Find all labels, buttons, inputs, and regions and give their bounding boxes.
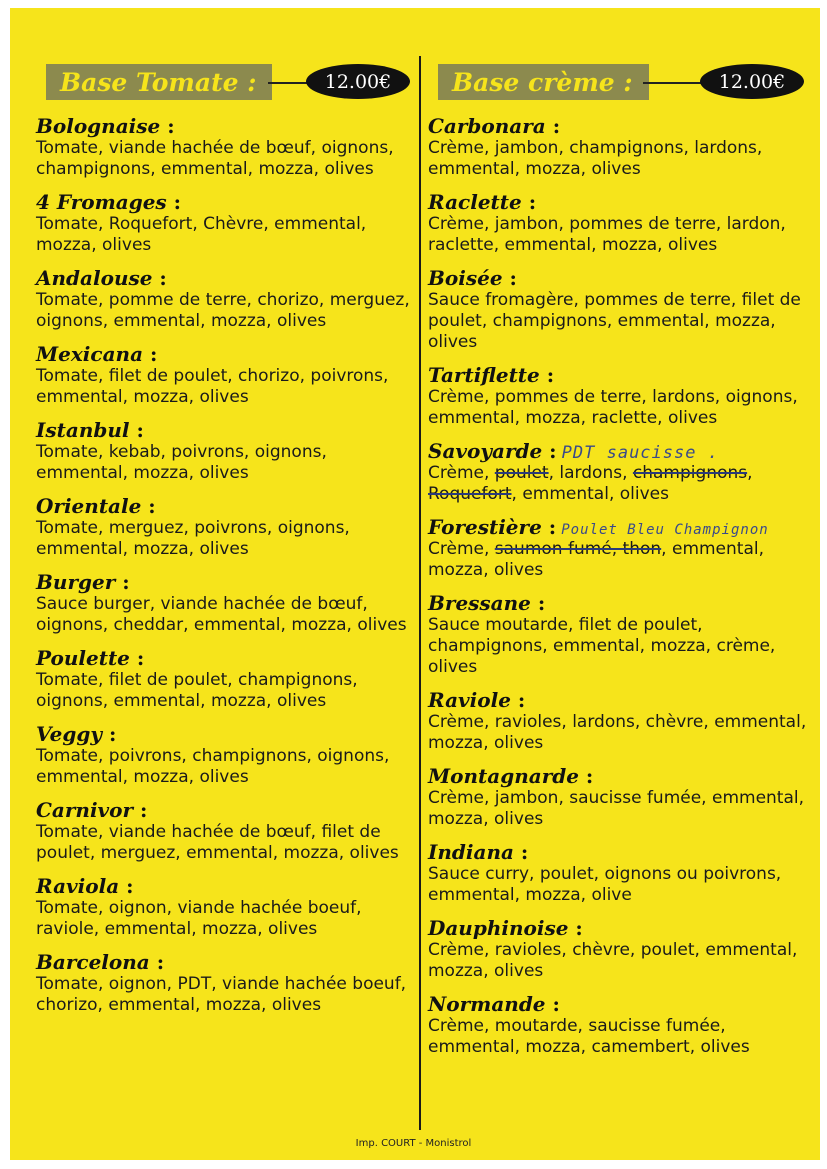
name-colon: : [541, 515, 557, 539]
pizza-name: Istanbul [36, 418, 130, 442]
pizza-ingredients: Tomate, oignon, PDT, viande hachée boeuf, chorizo, emmental, mozza, olives [36, 974, 407, 1015]
name-colon: : [141, 494, 156, 518]
menu-item [428, 190, 808, 256]
name-colon: : [545, 114, 561, 138]
pizza-name: Raclette [428, 190, 522, 214]
pizza-ingredients: Crème, ravioles, lardons, chèvre, emmental, mozza, olives [428, 712, 807, 753]
name-colon: : [542, 439, 557, 463]
pizza-ingredients: Tomate, oignon, viande hachée boeuf, raviole, emmental, mozza, olives [36, 898, 362, 939]
menu-item [36, 418, 416, 484]
pizza-name: Barcelona [36, 950, 150, 974]
menu-item-forestiere [428, 515, 808, 581]
pizza-ingredients: Tomate, filet de poulet, chorizo, poivrons, emmental, mozza, olives [36, 366, 389, 407]
pizza-name: Veggy [36, 722, 102, 746]
name-colon: : [578, 764, 594, 788]
pizza-ingredients: Tomate, Roquefort, Chèvre, emmental, mozza, olives [36, 214, 367, 255]
menu-item [36, 114, 416, 180]
base-tomate-price: 12.00€ [324, 70, 392, 93]
menu-item [36, 342, 416, 408]
menu-item [428, 840, 808, 906]
base-creme-price-badge [700, 64, 804, 99]
menu-item [36, 874, 416, 940]
struck-ingredient: saumon fumé, thon [494, 539, 662, 559]
menu-item [36, 570, 416, 636]
pizza-ingredients [428, 463, 808, 505]
base-creme-header [428, 64, 808, 104]
pizza-name: Forestière [428, 515, 542, 539]
ingredient-text: Crème, [428, 463, 495, 483]
header-rule [268, 82, 308, 84]
ingredient-text: , emmental, mozza, olives [428, 539, 765, 580]
pizza-name: Indiana [428, 840, 514, 864]
pizza-name: Poulette [36, 646, 130, 670]
menu-item [428, 114, 808, 180]
menu-sheet [10, 8, 820, 1160]
name-colon: : [129, 418, 144, 442]
name-colon: : [166, 190, 182, 214]
menu-item [428, 688, 808, 754]
ingredient-text: , [747, 463, 753, 483]
pizza-name: Raviola [36, 874, 120, 898]
name-colon: : [513, 840, 529, 864]
menu-item [428, 764, 808, 830]
pizza-ingredients: Tomate, viande hachée de bœuf, filet de poulet, merguez, emmental, mozza, olives [36, 822, 399, 863]
base-tomate-header [36, 64, 416, 104]
pizza-name: Carnivor [36, 798, 134, 822]
base-creme-title-box [438, 64, 649, 100]
pizza-ingredients: Sauce burger, viande hachée de bœuf, oignons, cheddar, emmental, mozza, olives [36, 594, 407, 635]
pizza-name: Bolognaise [36, 114, 161, 138]
pizza-ingredients: Crème, jambon, saucisse fumée, emmental, mozza, olives [428, 788, 805, 829]
struck-ingredient: Roquefort [428, 484, 512, 504]
pizza-ingredients: Crème, pommes de terre, lardons, oignons, emmental, mozza, raclette, olives [428, 387, 798, 428]
menu-item [428, 266, 808, 353]
menu-item [36, 646, 416, 712]
pizza-name: Orientale [36, 494, 142, 518]
menu-item-savoyarde [428, 439, 808, 505]
base-tomate-price-badge [306, 64, 410, 99]
menu-item [428, 992, 808, 1058]
printer-credit: Imp. COURT - Monistrol [355, 1138, 472, 1149]
pizza-name: Burger [36, 570, 116, 594]
base-creme-price: 12.00€ [718, 70, 786, 93]
pizza-name: Savoyarde [428, 439, 543, 463]
pizza-name: Normande [428, 992, 546, 1016]
pizza-ingredients: Tomate, poivrons, champignons, oignons, emmental, mozza, olives [36, 746, 390, 787]
menu-item [36, 266, 416, 332]
pizza-ingredients: Crème, moutarde, saucisse fumée, emmental, mozza, camembert, olives [428, 1016, 750, 1057]
ingredient-text: , emmental, olives [511, 484, 669, 504]
name-colon: : [133, 798, 148, 822]
name-colon: : [521, 190, 537, 214]
menu-item [36, 494, 416, 560]
name-colon: : [119, 874, 134, 898]
base-tomate-title-box [46, 64, 272, 100]
name-colon: : [115, 570, 130, 594]
name-colon: : [143, 342, 158, 366]
menu-item [36, 798, 416, 864]
base-tomate-title: Base Tomate : [60, 67, 257, 97]
pizza-ingredients: Tomate, pomme de terre, chorizo, merguez, oignons, emmental, mozza, olives [36, 290, 410, 331]
name-colon: : [149, 950, 165, 974]
pizza-ingredients: Tomate, merguez, poivrons, oignons, emmental, mozza, olives [36, 518, 350, 559]
name-colon: : [129, 646, 145, 670]
pizza-name: Dauphinoise [428, 916, 569, 940]
header-rule [643, 82, 701, 84]
pizza-ingredients: Crème, ravioles, chèvre, poulet, emmental, mozza, olives [428, 940, 798, 981]
menu-item [428, 591, 808, 678]
ingredient-text: , lardons, [548, 463, 633, 483]
pizza-name: 4 Fromages [36, 190, 167, 214]
struck-ingredient: poulet [494, 463, 549, 483]
struck-ingredient: champignons [632, 463, 748, 483]
pizza-name: Bressane [428, 591, 531, 615]
pizza-ingredients: Sauce fromagère, pommes de terre, filet de poulet, champignons, emmental, mozza, olives [428, 290, 801, 352]
name-colon: : [530, 591, 546, 615]
pizza-name: Mexicana [36, 342, 144, 366]
pizza-name: Raviole [428, 688, 511, 712]
pizza-ingredients [428, 539, 808, 581]
name-colon: : [102, 722, 117, 746]
name-colon: : [568, 916, 583, 940]
name-colon: : [545, 992, 560, 1016]
ingredient-text: Crème, [428, 539, 495, 559]
pizza-name: Andalouse [36, 266, 153, 290]
name-colon: : [510, 688, 526, 712]
menu-item [36, 722, 416, 788]
pizza-ingredients: Crème, jambon, champignons, lardons, emmental, mozza, olives [428, 138, 763, 179]
pizza-name: Boisée [428, 266, 503, 290]
pizza-ingredients: Tomate, viande hachée de bœuf, oignons, champignons, emmental, mozza, olives [36, 138, 394, 179]
menu-item [36, 950, 416, 1016]
pizza-ingredients: Sauce moutarde, filet de poulet, champignons, emmental, mozza, crème, olives [428, 615, 776, 677]
name-colon: : [152, 266, 167, 290]
pizza-name: Carbonara [428, 114, 546, 138]
pizza-ingredients: Crème, jambon, pommes de terre, lardon, raclette, emmental, mozza, olives [428, 214, 786, 255]
base-tomate-column [36, 64, 416, 1026]
handwritten-note: Poulet Bleu Champignon [561, 522, 769, 538]
menu-item [428, 916, 808, 982]
pizza-name: Montagnarde [428, 764, 579, 788]
name-colon: : [160, 114, 175, 138]
column-divider [419, 56, 421, 1130]
menu-item [428, 363, 808, 429]
pizza-ingredients: Tomate, kebab, poivrons, oignons, emmental, mozza, olives [36, 442, 327, 483]
base-creme-title: Base crème : [452, 67, 633, 97]
name-colon: : [539, 363, 555, 387]
name-colon: : [502, 266, 517, 290]
pizza-name: Tartiflette [428, 363, 540, 387]
base-creme-column [428, 64, 808, 1068]
pizza-ingredients: Tomate, filet de poulet, champignons, oignons, emmental, mozza, olives [36, 670, 358, 711]
pizza-ingredients: Sauce curry, poulet, oignons ou poivrons, emmental, mozza, olive [428, 864, 782, 905]
menu-item [36, 190, 416, 256]
handwritten-note: PDT saucisse . [561, 443, 719, 463]
